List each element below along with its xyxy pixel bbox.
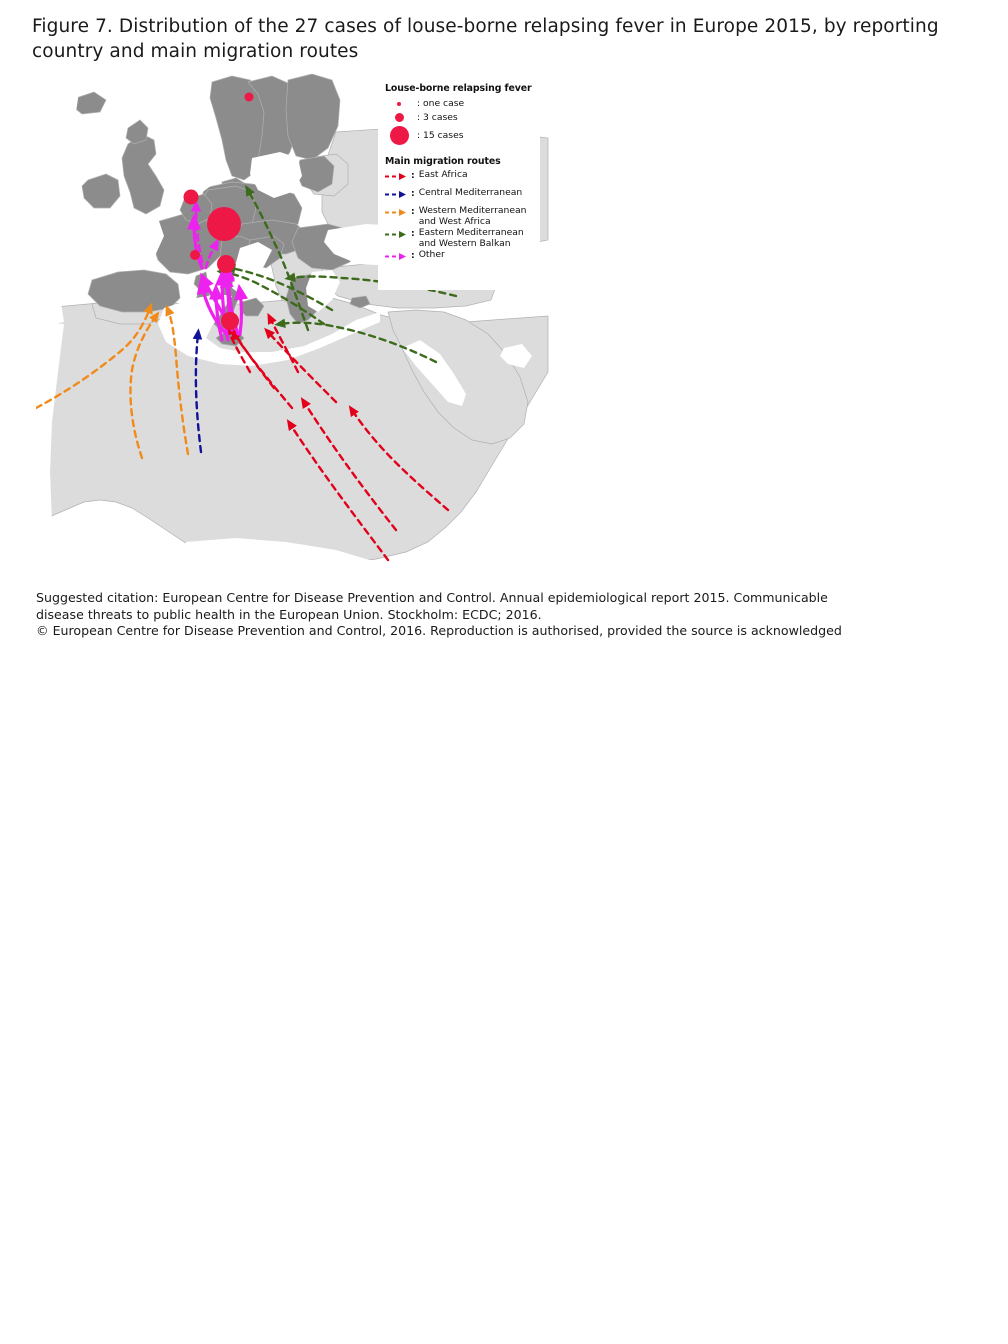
legend-case-item-2 — [384, 111, 534, 124]
case-dot-small-icon — [384, 102, 414, 106]
case-dot-large-icon — [384, 126, 414, 145]
legend-route-label-eastern-mediterranean-line1: Eastern Mediterranean — [418, 227, 524, 239]
case-marker-finland — [245, 93, 254, 102]
legend-case-item-1 — [384, 97, 534, 110]
citation-block — [36, 590, 956, 640]
legend-colon-4: : — [411, 228, 415, 240]
legend-route-label-eastern-mediterranean — [417, 228, 524, 249]
legend-colon-2: : — [411, 188, 415, 199]
legend-route-central-mediterranean — [384, 188, 534, 199]
case-marker-italy-north — [217, 255, 235, 273]
citation-line-3: © European Centre for Disease Prevention and Control, 2016. Reproduction is authorised, provided the source is acknowledged — [36, 623, 842, 639]
legend-route-label-western-mediterranean-line1: Western Mediterranean — [418, 205, 527, 216]
map-container — [36, 72, 556, 577]
legend-colon-3: : — [411, 206, 415, 217]
legend-route-label-central-mediterranean: Central Mediterranean — [418, 187, 523, 198]
case-marker-netherlands — [184, 190, 199, 205]
legend-route-label-western-mediterranean — [417, 206, 527, 227]
legend-route-label-east-africa: East Africa — [418, 169, 468, 180]
legend-case-item-3 — [384, 125, 534, 146]
arrow-red-icon — [384, 170, 411, 181]
arrow-orange-icon — [384, 206, 411, 217]
citation-line-1: Suggested citation: European Centre for Disease Prevention and Control. Annual epidemiological report 2015. Communicable — [36, 590, 828, 605]
legend-route-western-mediterranean — [384, 206, 534, 227]
legend-colon-1: : — [411, 170, 415, 181]
arrow-green-icon — [384, 228, 411, 239]
legend-case-label-3: : 15 cases — [417, 130, 464, 141]
arrow-magenta-icon — [384, 250, 411, 261]
legend-colon-5: : — [411, 250, 415, 262]
legend-cases-title: Louse-borne relapsing fever — [385, 83, 532, 94]
map-legend — [378, 78, 540, 268]
case-marker-sicily — [221, 312, 239, 330]
legend-route-label-eastern-mediterranean-line2: and Western Balkan — [418, 237, 511, 249]
legend-route-other — [384, 250, 534, 261]
legend-route-label-other: Other — [418, 249, 445, 261]
case-dot-medium-icon — [384, 113, 414, 122]
legend-route-eastern-mediterranean — [384, 228, 534, 249]
legend-case-label-1: : one case — [417, 98, 465, 109]
legend-routes-title: Main migration routes — [385, 156, 501, 167]
arrow-blue-icon — [384, 188, 411, 199]
case-marker-switzerland — [190, 250, 200, 260]
citation-line-2: disease threats to public health in the European Union. Stockholm: ECDC; 2016. — [36, 606, 542, 622]
case-marker-germany — [207, 207, 241, 241]
legend-route-east-africa — [384, 170, 534, 181]
figure-title: Figure 7. Distribution of the 27 cases of louse-borne relapsing fever in Europe 2015, by reporting country and main migration routes — [32, 16, 939, 62]
legend-route-label-western-mediterranean-line2: and West Africa — [418, 215, 491, 227]
legend-case-label-2: : 3 cases — [417, 112, 458, 123]
